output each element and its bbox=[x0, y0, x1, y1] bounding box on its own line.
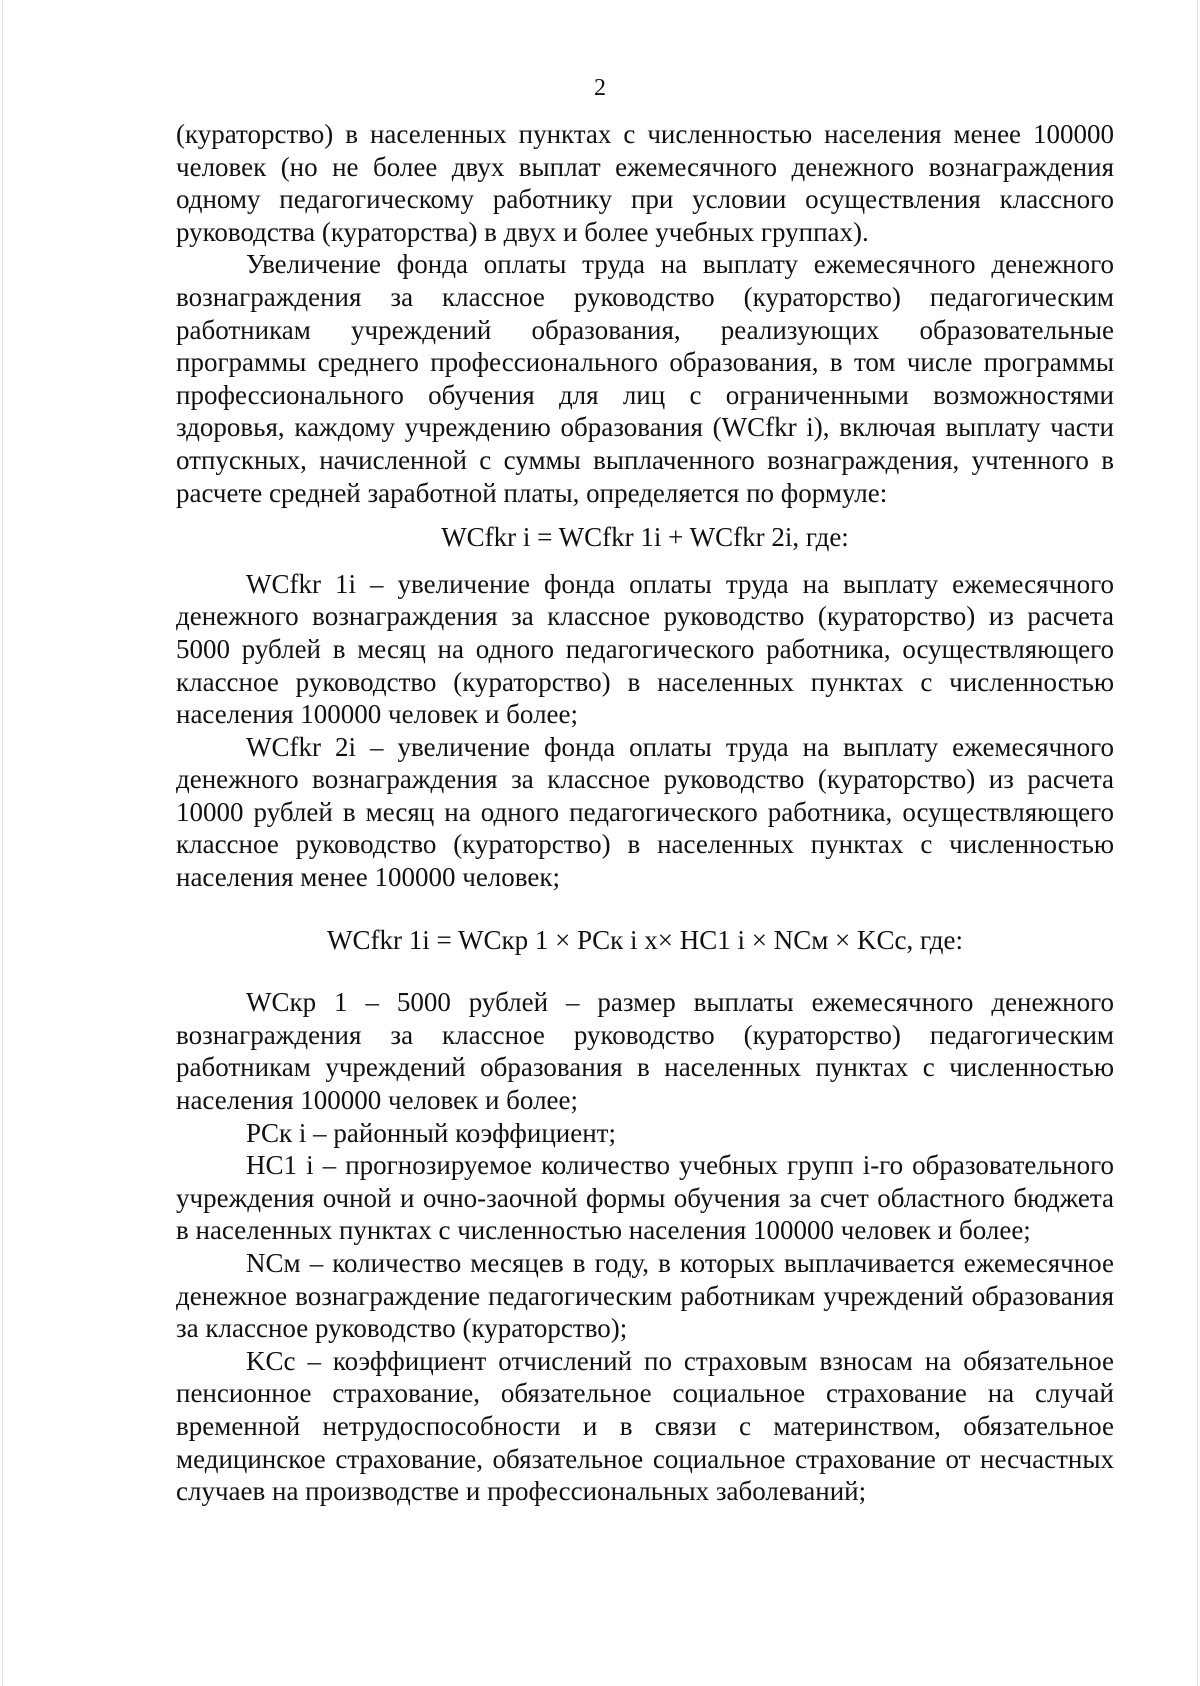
scan-edge-left bbox=[2, 0, 3, 1686]
definition-wcfkr-2i: WCfkr 2i – увеличение фонда оплаты труда на выплату ежемесячного денежного вознаграждения за классное руководство (кураторство) из расчета 10000 рублей в месяц на одного педагогического работника, осуществляющего классное руководство (кураторство) в населенных пунктах с численностью населения менее 100000 человек; bbox=[176, 731, 1114, 893]
paragraph-continuation: (кураторство) в населенных пунктах с численностью населения менее 100000 человек (но не более двух выплат ежемесячного денежного вознаграждения одному педагогическому работнику при условии осуществления классного руководства (кураторства) в двух и более учебных группах). bbox=[176, 119, 1114, 247]
definition-pck-i: PCк i – районный коэффициент; bbox=[246, 1117, 616, 1148]
definition-kcc: KCc – коэффициент отчислений по страховым взносам на обязательное пенсионное страхование, обязательное социальное страхование на случай временной нетрудоспособности и в связи с материнством, обязательное медицинское страхование, обязательное социальное страхование от несчастных случаев на производстве и профессиональных заболеваний; bbox=[176, 1345, 1114, 1507]
definition-hc1-i: HC1 i – прогнозируемое количество учебных групп i-го образовательного учреждения очной и очно-заочной формы обучения за счет областного бюджета в населенных пунктах с численностью населения 100000 человек и более; bbox=[176, 1150, 1114, 1246]
paragraph-fund-increase: Увеличение фонда оплаты труда на выплату ежемесячного денежного вознаграждения за классное руководство (кураторство) педагогическим работникам учреждений образования, реализующих образовательные программы среднего профессионального образования, в том числе программы профессионального обучения для лиц с ограниченными возможностями здоровья, каждому учреждению образования (WCfkr i), включая выплату части отпускных, начисленной с суммы выплаченного вознаграждения, учтенного в расчете средней заработной платы, определяется по формуле: bbox=[176, 249, 1114, 508]
scan-edge-right bbox=[1197, 0, 1198, 1686]
definition-ncm: NCм – количество месяцев в году, в которых выплачивается ежемесячное денежное вознаграждение педагогическим работникам учреждений образования за классное руководство (кураторство); bbox=[176, 1248, 1114, 1344]
page-number: 2 bbox=[594, 75, 606, 101]
document-body bbox=[176, 118, 1114, 1508]
definition-wcfkr-1i: WCfkr 1i – увеличение фонда оплаты труда на выплату ежемесячного денежного вознаграждения за классное руководство (кураторство) из расчета 5000 рублей в месяц на одного педагогического работника, осуществляющего классное руководство (кураторство) в населенных пунктах с численностью населения 100000 человек и более; bbox=[176, 568, 1114, 730]
formula-wcfkr-total: WCfkr i = WCfkr 1i + WCfkr 2i, где: bbox=[441, 522, 849, 553]
formula-wcfkr-1i: WCfkr 1i = WCкр 1 × PCк i x× HC1 i × NCм × KCc, где: bbox=[327, 924, 963, 955]
definition-wckr-1: WCкр 1 – 5000 рублей – размер выплаты ежемесячного денежного вознаграждения за классное руководство (кураторство) педагогическим работникам учреждений образования в населенных пунктах с численностью населения 100000 человек и более; bbox=[176, 987, 1114, 1116]
